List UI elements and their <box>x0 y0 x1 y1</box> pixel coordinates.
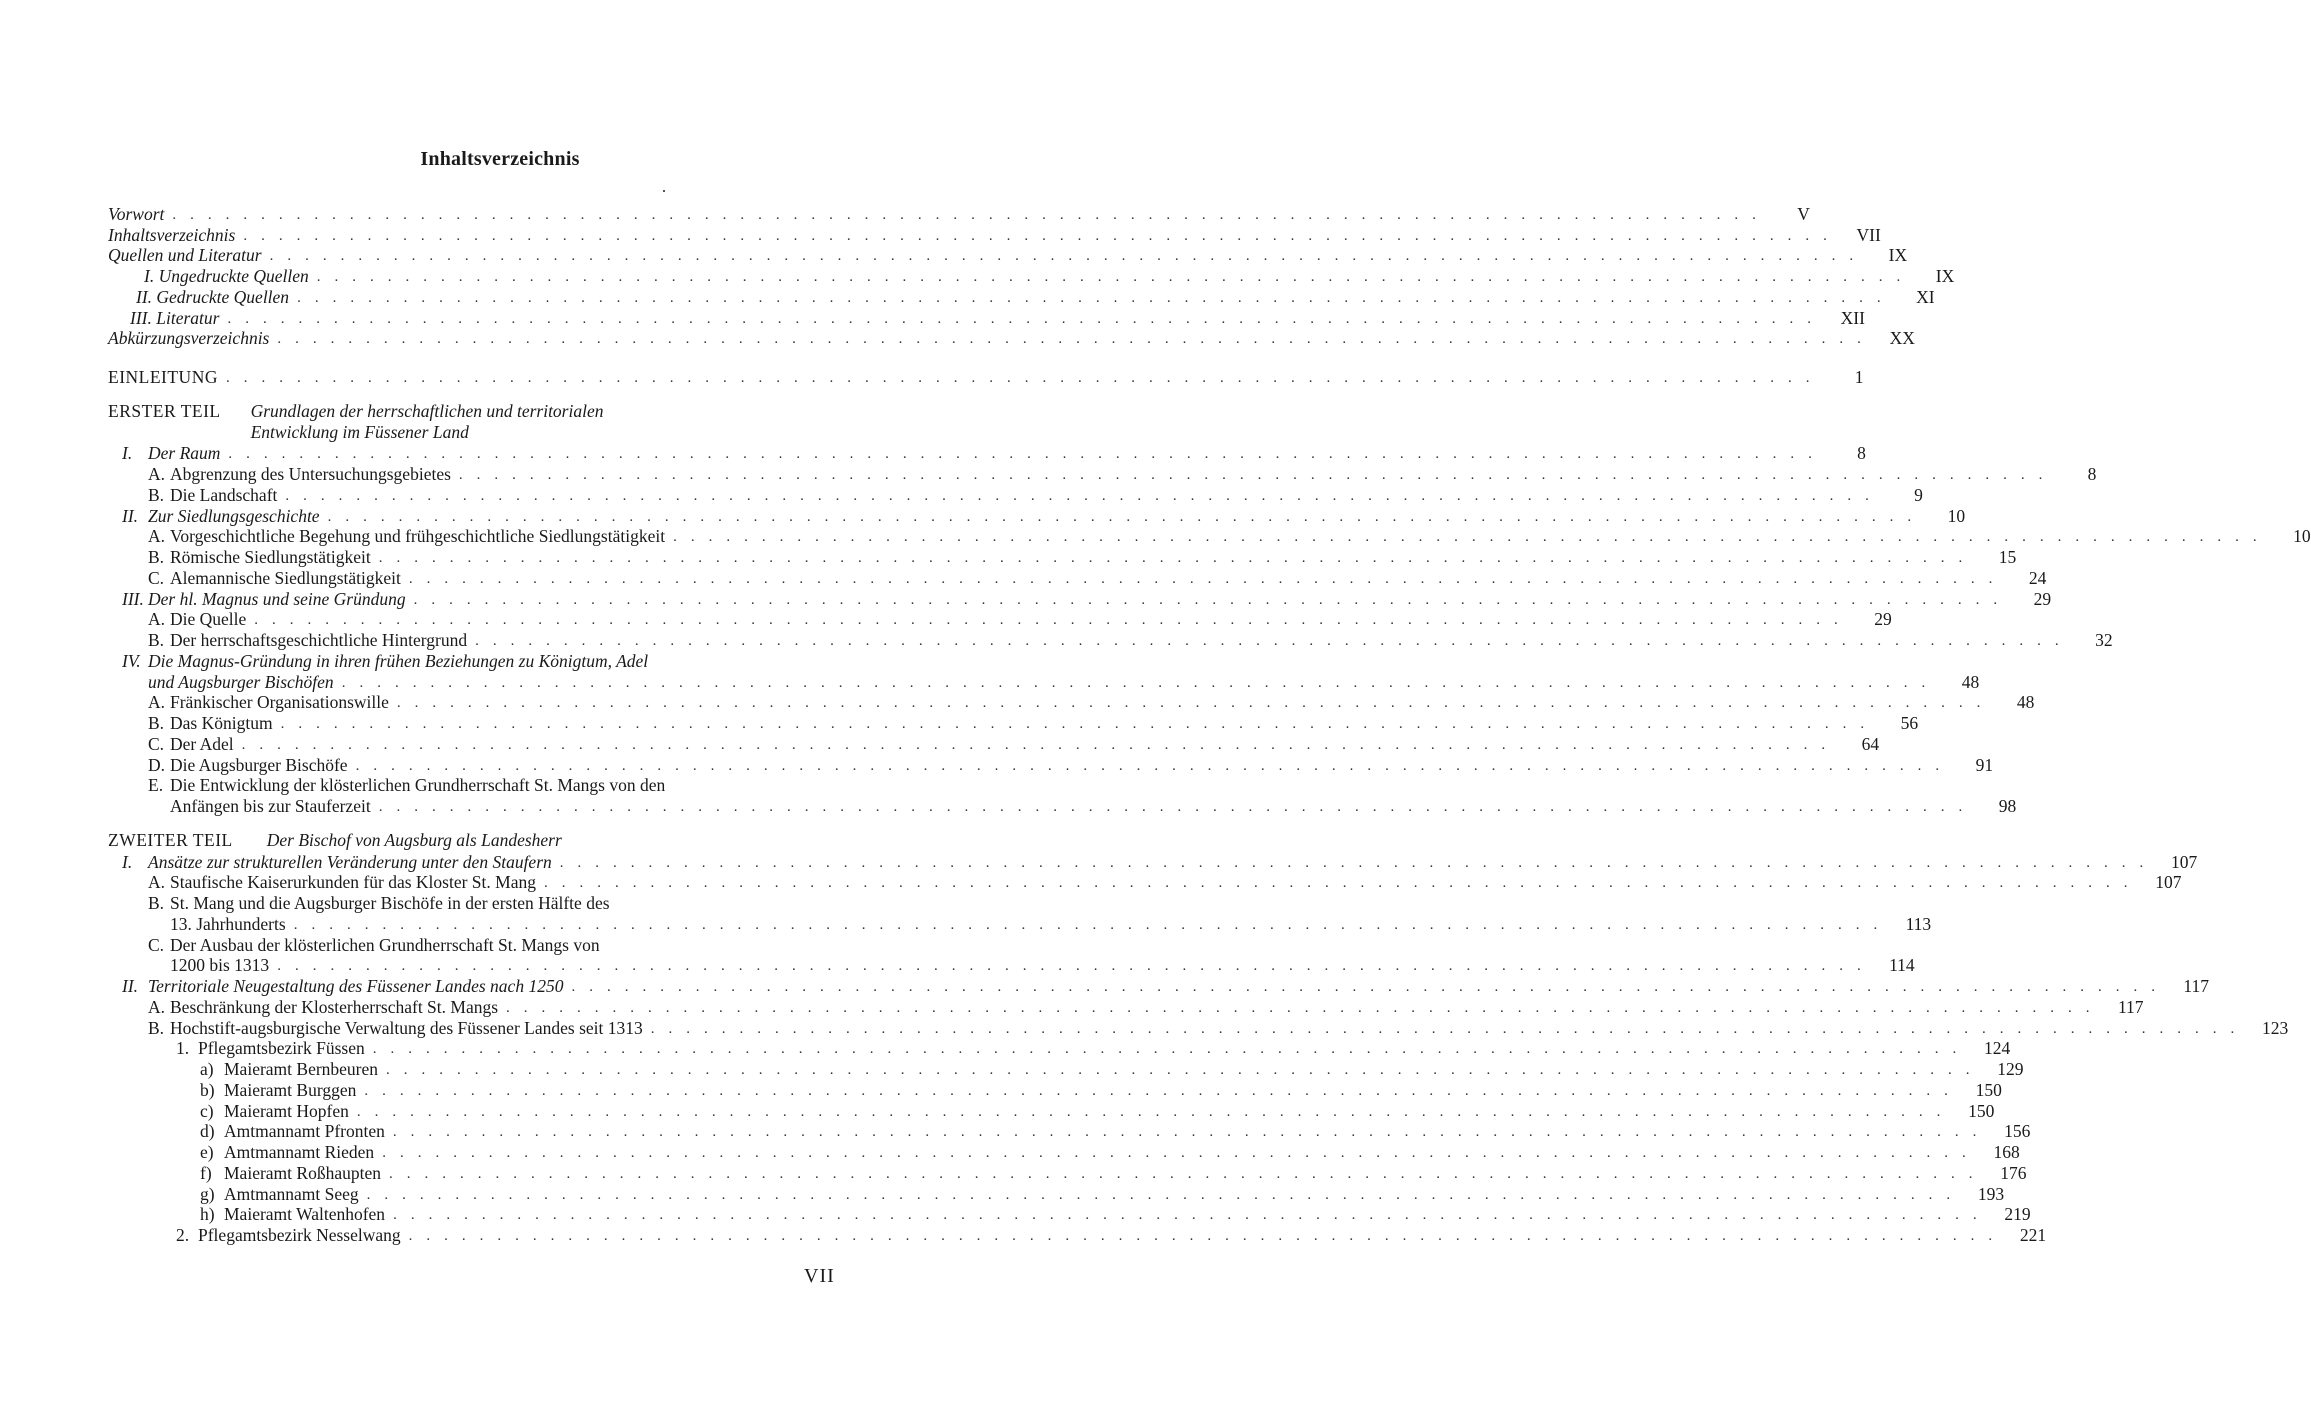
toc-entry-page: V <box>1797 203 1810 224</box>
toc-entry-page: 176 <box>2000 1162 2027 1183</box>
toc-entry-label: Abgrenzung des Untersuchungsgebietes <box>170 464 451 484</box>
dot-leader: .......................................................................................... <box>228 446 1826 463</box>
toc-entry-label: Vorgeschichtliche Begehung und frühgeschichtliche Siedlungstätigkeit <box>170 526 666 547</box>
toc-entry-number: h) <box>200 1204 215 1225</box>
toc-entry <box>108 1121 2031 1142</box>
toc-entry <box>108 1141 2020 1162</box>
toc-entry-number: A. <box>148 464 166 484</box>
toc-entry <box>108 224 1881 245</box>
part-heading-zweiter-teil <box>108 830 843 851</box>
dot-leader: .......................................................................................... <box>241 736 1840 753</box>
toc-entry-page: 48 <box>2016 692 2035 713</box>
toc-entry-number: c) <box>200 1100 214 1121</box>
toc-entry-page: 117 <box>2183 976 2209 996</box>
toc-entry-page: 98 <box>1998 796 2017 816</box>
toc-entry-label: 13. Jahrhunderts <box>170 913 286 934</box>
toc-entry-label: Der Raum <box>148 443 221 464</box>
toc-entry-label: Der Adel <box>170 733 234 754</box>
toc-entry-label: Pflegamtsbezirk Füssen <box>198 1038 365 1059</box>
dot-leader: .......................................................................................... <box>356 1103 1955 1120</box>
toc-entry-number: B. <box>148 893 165 913</box>
toc-entry-label: EINLEITUNG <box>108 367 218 387</box>
toc-entry-page: VII <box>1856 224 1881 245</box>
toc-entry-page: 29 <box>1874 609 1892 630</box>
toc-entry-label: Amtmannamt Rieden <box>224 1142 375 1162</box>
dot-leader: .......................................................................................... <box>297 289 1895 306</box>
toc-entry-page: 15 <box>1998 547 2017 567</box>
toc-entry-number: b) <box>200 1079 215 1100</box>
toc-entry <box>108 934 843 955</box>
toc-entry <box>108 1224 2047 1245</box>
toc-entry-number: A. <box>148 996 166 1017</box>
dot-leader: .......................................................................................... <box>327 508 1926 525</box>
toc-entry-page: 9 <box>1914 484 1923 505</box>
dot-leader: .......................................................................................... <box>172 206 1770 223</box>
dot-leader: .......................................................................................... <box>396 695 1995 712</box>
toc-entry <box>108 203 1810 224</box>
toc-entry-page: 168 <box>1993 1142 2020 1162</box>
toc-entry-label: und Augsburger Bischöfen <box>148 671 334 692</box>
toc-entry-number: III. <box>122 588 144 609</box>
dot-leader: .......................................................................................... <box>386 1062 1984 1078</box>
toc-entry-number: C. <box>148 934 165 955</box>
toc-entry-label: Amtmannamt Pfronten <box>224 1121 385 1142</box>
dot-leader: .......................................................................................... <box>382 1145 1980 1161</box>
dot-leader: .......................................................................................... <box>392 1124 1991 1141</box>
toc-entry-page: 150 <box>1975 1079 2002 1100</box>
dot-leader: .......................................................................................... <box>378 550 1977 566</box>
toc-entry-number: I. <box>122 443 133 464</box>
dot-leader: .......................................................................................... <box>285 487 1883 504</box>
part1-entries <box>108 443 2311 817</box>
dot-leader: .......................................................................................... <box>673 529 2271 546</box>
dot-leader: .......................................................................................... <box>254 612 1852 629</box>
toc-entry-page: XX <box>1889 328 1915 349</box>
toc-entry-label: Die Augsburger Bischöfe <box>170 754 348 775</box>
toc-entry-number: II. <box>122 976 139 996</box>
dot-leader: .......................................................................................... <box>341 674 1940 691</box>
toc-entry <box>108 463 2097 484</box>
toc-entry <box>108 1100 1995 1121</box>
toc-entry-number: A. <box>148 692 166 713</box>
toc-entry-number: 1. <box>176 1038 190 1059</box>
part-title: Der Bischof von Augsburg als Landesherr <box>266 830 562 850</box>
toc-entry-label: Staufische Kaiserurkunden für das Kloster St. Mang <box>170 872 536 893</box>
toc-entry <box>108 629 2113 650</box>
toc-entry-label: 1200 bis 1313 <box>170 955 270 976</box>
toc-entry-page: 124 <box>1983 1038 2011 1059</box>
toc-entry-number: C. <box>148 567 165 588</box>
toc-entry <box>108 872 2182 893</box>
toc-entry-number: II. <box>122 505 139 526</box>
part-title: Grundlagen der herrschaftlichen und territorialen Entwicklung im Füssener Land <box>250 401 604 442</box>
toc-entry-page: 117 <box>2117 996 2144 1017</box>
page-number: VII <box>804 1265 835 1287</box>
toc-entry <box>108 1079 2002 1100</box>
toc-entry-label: II. Gedruckte Quellen <box>136 286 290 307</box>
toc-entry-label: Maieramt Bernbeuren <box>224 1059 379 1079</box>
toc-entry-label: Maieramt Burggen <box>224 1079 357 1100</box>
part2-entries <box>108 851 2289 1245</box>
toc-entry-number: a) <box>200 1059 214 1079</box>
toc-entry-number: B. <box>148 630 165 650</box>
toc-entry-number: IV. <box>122 650 141 671</box>
toc-entry-page: 56 <box>1900 713 1919 733</box>
toc-entry <box>108 1183 2005 1204</box>
toc-entry-label: Maieramt Roßhaupten <box>224 1162 381 1183</box>
dot-leader: .......................................................................................... <box>269 248 1868 265</box>
toc-entry-page: 107 <box>2155 872 2182 893</box>
part-label: ZWEITER TEIL <box>108 830 233 850</box>
toc-entry <box>108 609 1892 630</box>
toc-entry-page: 32 <box>2095 630 2113 650</box>
toc-entry-label: Hochstift-augsburgische Verwaltung des Füssener Landes seit 1313 <box>170 1017 643 1038</box>
dot-leader: .......................................................................................... <box>277 958 1875 975</box>
toc-entry <box>108 245 1908 266</box>
toc-entry-number: B. <box>148 713 165 733</box>
dot-leader: .......................................................................................... <box>393 1207 1991 1224</box>
toc-entry-label: Die Entwicklung der klösterlichen Grundherrschaft St. Mangs von den <box>170 775 666 796</box>
dot-leader: .......................................................................................... <box>280 716 1879 732</box>
toc-entry-number: E. <box>148 775 164 796</box>
toc-entry-number: I. <box>122 851 133 872</box>
toc-entry-page: 29 <box>2033 588 2052 609</box>
toc-entry-page: 8 <box>2087 464 2097 484</box>
toc-entry-page: XII <box>1840 307 1865 328</box>
toc-entry-label: Die Magnus-Gründung in ihren frühen Beziehungen zu Königtum, Adel <box>148 650 649 671</box>
toc-entry-page: IX <box>1935 266 1955 286</box>
toc-entry <box>108 712 1919 733</box>
part-heading-erster-teil <box>108 401 843 443</box>
toc-entry-label: Die Quelle <box>170 609 247 630</box>
dot-leader: .......................................................................................... <box>225 370 1824 386</box>
toc-entry-page: 107 <box>2171 851 2198 872</box>
toc-entry <box>108 975 2209 996</box>
toc-entry <box>108 754 1994 775</box>
dot-leader: .......................................................................................... <box>372 1041 1971 1058</box>
toc-entry-label: Ansätze zur strukturellen Veränderung unter den Staufern <box>148 851 552 872</box>
toc-entry-number: f) <box>200 1162 212 1183</box>
toc-entry <box>108 892 843 913</box>
toc-entry-number: B. <box>148 547 165 567</box>
toc-entry <box>108 307 1865 328</box>
dot-leader: .......................................................................................... <box>316 269 1915 285</box>
toc-entry-number: A. <box>148 609 166 630</box>
toc-entry-page: IX <box>1888 245 1908 266</box>
toc-entry-label: Das Königtum <box>170 713 273 733</box>
dot-leader: .......................................................................................... <box>506 999 2104 1016</box>
toc-entry-label: Abkürzungsverzeichnis <box>108 328 270 349</box>
toc-entry-page: 114 <box>1889 955 1915 976</box>
toc-entry-number: D. <box>148 754 166 775</box>
toc-entry <box>108 1017 2289 1038</box>
toc-entry-page: 193 <box>1977 1183 2005 1204</box>
toc-entry-label: Zur Siedlungsgeschichte <box>148 505 320 526</box>
front-matter-section <box>108 203 1955 349</box>
toc-entry-number: B. <box>148 484 165 505</box>
toc-entry-label: Territoriale Neugestaltung des Füssener Landes nach 1250 <box>148 976 564 996</box>
dot-leader: .......................................................................................... <box>571 979 2169 995</box>
dot-leader: .......................................................................................... <box>543 875 2142 892</box>
toc-entry <box>108 328 1915 349</box>
toc-entry <box>108 443 1866 464</box>
toc-entry-page: XI <box>1916 286 1935 307</box>
toc-entry <box>108 733 1880 754</box>
toc-entry-label: Der hl. Magnus und seine Gründung <box>148 588 406 609</box>
toc-entry-label: Der herrschaftsgeschichtliche Hintergrund <box>170 630 468 650</box>
toc-entry-number: e) <box>200 1142 214 1162</box>
dot-leader: .......................................................................................... <box>366 1186 1965 1203</box>
toc-entry <box>108 650 843 671</box>
toc-entry-label: Die Landschaft <box>170 484 278 505</box>
toc-entry-page: 129 <box>1997 1059 2024 1079</box>
toc-entry-page: 1 <box>1854 367 1864 387</box>
table-of-contents <box>108 203 2311 1245</box>
dot-leader: .......................................................................................... <box>243 227 1841 244</box>
page-title: Inhaltsverzeichnis <box>420 148 580 170</box>
print-speck <box>663 190 665 192</box>
toc-entry-number: B. <box>148 1017 165 1038</box>
dot-leader: .......................................................................................... <box>559 854 2158 871</box>
toc-entry-page: 113 <box>1905 913 1932 934</box>
toc-entry-label: Alemannische Siedlungstätigkeit <box>170 567 401 588</box>
dot-leader: .......................................................................................... <box>378 799 1977 815</box>
toc-entry-number: A. <box>148 526 166 547</box>
toc-entry-page: 150 <box>1968 1100 1995 1121</box>
toc-entry <box>108 795 2017 816</box>
toc-entry-label: Beschränkung der Klosterherrschaft St. Mangs <box>170 996 499 1017</box>
toc-entry <box>108 265 1955 286</box>
toc-entry-label: Quellen und Literatur <box>108 245 262 266</box>
toc-entry-number: C. <box>148 733 165 754</box>
toc-entry-label: Maieramt Waltenhofen <box>224 1204 386 1225</box>
toc-entry-number: 2. <box>176 1225 190 1245</box>
toc-entry-label: St. Mang und die Augsburger Bischöfe in der ersten Hälfte des <box>170 893 610 913</box>
toc-entry-label: Anfängen bis zur Stauferzeit <box>170 796 371 816</box>
dot-leader: .......................................................................................... <box>475 633 2073 649</box>
toc-entry <box>108 1058 2024 1079</box>
toc-entry-number: A. <box>148 872 166 893</box>
toc-entry-label: III. Literatur <box>130 307 220 328</box>
toc-entry <box>108 775 843 796</box>
toc-entry-label: Maieramt Hopfen <box>224 1100 349 1121</box>
toc-entry <box>108 955 1915 976</box>
dot-leader: .......................................................................................... <box>277 331 1875 348</box>
toc-entry-page: 48 <box>1961 671 1980 692</box>
toc-entry <box>108 851 2198 872</box>
toc-entry-label: I. Ungedruckte Quellen <box>144 266 309 286</box>
dot-leader: .......................................................................................... <box>650 1020 2249 1037</box>
toc-entry-page: 8 <box>1857 443 1866 464</box>
toc-entry <box>108 526 2311 547</box>
toc-entry <box>108 588 2052 609</box>
dot-leader: .......................................................................................... <box>364 1082 1962 1099</box>
toc-entry-page: 156 <box>2004 1121 2031 1142</box>
dot-leader: .......................................................................................... <box>227 310 1825 327</box>
toc-entry-label: Fränkischer Organisationswille <box>170 692 389 713</box>
toc-entry <box>108 913 1932 934</box>
toc-entry <box>108 546 2017 567</box>
toc-entry-page: 64 <box>1861 733 1880 754</box>
toc-entry <box>108 1038 2011 1059</box>
dot-leader: .......................................................................................... <box>458 467 2057 483</box>
toc-entry-label: Römische Siedlungstätigkeit <box>170 547 371 567</box>
toc-entry <box>108 1162 2027 1183</box>
toc-entry <box>108 484 1923 505</box>
dot-leader: .......................................................................................... <box>355 757 1954 774</box>
dot-leader: .......................................................................................... <box>408 1228 2007 1244</box>
toc-entry-label: Inhaltsverzeichnis <box>108 224 236 245</box>
toc-entry-page: 24 <box>2028 567 2047 588</box>
toc-entry-label: Pflegamtsbezirk Nesselwang <box>198 1225 401 1245</box>
toc-entry-page: 221 <box>2019 1225 2047 1245</box>
toc-entry-page: 10 <box>1947 505 1966 526</box>
toc-entry-label: Der Ausbau der klösterlichen Grundherrschaft St. Mangs von <box>170 934 600 955</box>
toc-entry-page: 219 <box>2004 1204 2031 1225</box>
dot-leader: .......................................................................................... <box>293 916 1892 933</box>
toc-entry-page: 123 <box>2262 1017 2289 1038</box>
toc-entry <box>108 692 2035 713</box>
part-label: ERSTER TEIL <box>108 401 221 421</box>
toc-entry-label: Amtmannamt Seeg <box>224 1183 359 1204</box>
toc-entry-page: 10 <box>2293 526 2311 547</box>
toc-entry-einleitung <box>108 366 1864 387</box>
dot-leader: .......................................................................................... <box>408 570 2007 587</box>
toc-entry-number: g) <box>200 1183 215 1204</box>
toc-entry <box>108 1204 2031 1225</box>
toc-entry <box>108 567 2047 588</box>
toc-entry <box>108 505 1966 526</box>
toc-entry <box>108 671 1980 692</box>
toc-entry-number: d) <box>200 1121 215 1142</box>
dot-leader: .......................................................................................... <box>388 1165 1987 1182</box>
toc-entry <box>108 996 2144 1017</box>
dot-leader: .......................................................................................... <box>413 591 2012 608</box>
toc-entry-label: Vorwort <box>108 203 165 224</box>
toc-entry-page: 91 <box>1975 754 1994 775</box>
toc-entry <box>108 286 1935 307</box>
